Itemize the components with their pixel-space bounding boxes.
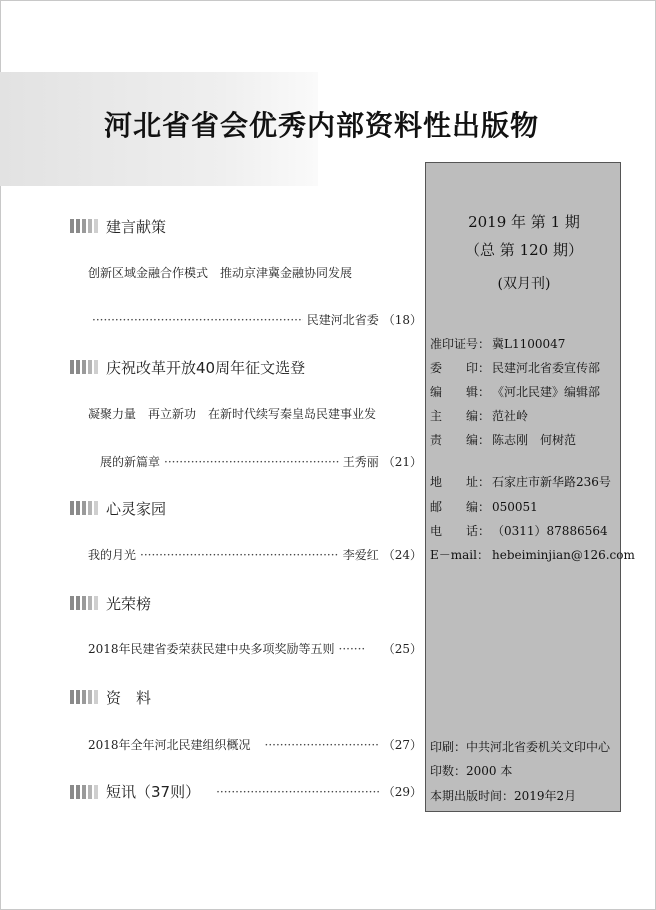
info-row-chief-editor: 主 编： 范社岭 bbox=[430, 409, 529, 423]
dot-leader bbox=[140, 546, 339, 564]
publish-date: 本期出版时间：2019年2月 bbox=[430, 789, 577, 803]
info-row-email[interactable]: E－mail： hebeiminjian@126.com bbox=[430, 548, 635, 562]
frequency: (双月刊) bbox=[497, 276, 551, 292]
toc-entry-page: （24） bbox=[382, 548, 422, 562]
toc-entry-title[interactable]: 凝聚力量 再立新功 在新时代续写秦皇岛民建事业发 bbox=[88, 407, 377, 421]
toc-entry-leader[interactable] bbox=[88, 640, 422, 658]
toc-section-2 bbox=[70, 356, 305, 378]
toc-entry-leader[interactable] bbox=[88, 736, 422, 754]
section-title: 资 料 bbox=[106, 688, 152, 707]
toc-entry-leader[interactable] bbox=[88, 311, 422, 329]
toc-entry-page: （18） bbox=[382, 313, 422, 327]
info-row-editor-dept: 编 辑： 《河北民建》编辑部 bbox=[430, 385, 601, 399]
publication-title: 河北省省会优秀内部资料性出版物 bbox=[104, 109, 540, 142]
section-marker-icon bbox=[70, 360, 100, 374]
dot-leader bbox=[216, 783, 379, 801]
toc-entry-leader[interactable] bbox=[100, 453, 422, 471]
toc-entry-page: （21） bbox=[382, 455, 422, 469]
section-marker-icon bbox=[70, 219, 100, 233]
dot-leader bbox=[164, 453, 339, 471]
printing-company: 印刷：中共河北省委机关文印中心 bbox=[430, 740, 611, 754]
toc-entry-title: 2018年全年河北民建组织概况 bbox=[88, 738, 251, 752]
toc-entry-page: （27） bbox=[382, 738, 422, 752]
toc-section-1 bbox=[70, 215, 166, 237]
print-run: 印数：2000 本 bbox=[430, 764, 513, 778]
toc-entry-leader[interactable] bbox=[88, 546, 422, 564]
toc-entry-author: 李爱红 bbox=[342, 548, 379, 562]
dot-leader bbox=[339, 640, 365, 658]
info-row-responsible-editor: 责 编： 陈志刚 何树范 bbox=[430, 433, 577, 447]
issue-number: 2019 年 第 1 期 bbox=[468, 213, 580, 231]
section-title: 心灵家园 bbox=[106, 499, 167, 518]
info-row-phone: 电 话： （0311）87886564 bbox=[430, 524, 608, 538]
section-title: 短讯（37则） bbox=[106, 783, 201, 801]
info-row-printer-org: 委 印： 民建河北省委宣传部 bbox=[430, 361, 601, 375]
toc-entry-title-cont: 展的新篇章 bbox=[100, 455, 161, 469]
toc-entry-page: （29） bbox=[382, 785, 422, 799]
section-title: 建言献策 bbox=[106, 217, 167, 236]
toc-entry-title: 2018年民建省委荣获民建中央多项奖励等五则 bbox=[88, 642, 335, 656]
toc-section-5 bbox=[70, 686, 151, 708]
info-row-address: 地 址： 石家庄市新华路236号 bbox=[430, 475, 611, 489]
dot-leader bbox=[92, 311, 303, 329]
section-marker-icon bbox=[70, 596, 100, 610]
info-row-postcode: 邮 编： 050051 bbox=[430, 500, 538, 514]
section-title: 光荣榜 bbox=[106, 594, 152, 613]
section-marker-icon bbox=[70, 785, 100, 799]
toc-entry-author: 王秀丽 bbox=[342, 455, 379, 469]
toc-entry-title[interactable]: 创新区域金融合作模式 推动京津冀金融协同发展 bbox=[88, 266, 353, 280]
toc-section-6[interactable] bbox=[70, 783, 422, 801]
section-marker-icon bbox=[70, 501, 100, 515]
toc-entry-author: 民建河北省委 bbox=[306, 313, 379, 327]
info-row-permit: 准印证号： 冀L1100047 bbox=[430, 337, 566, 351]
toc-entry-page: （25） bbox=[382, 642, 422, 656]
dot-leader bbox=[265, 736, 379, 754]
toc-section-3 bbox=[70, 497, 166, 519]
toc-entry-title: 我的月光 bbox=[88, 548, 137, 562]
publication-info-box bbox=[425, 162, 635, 812]
section-title: 庆祝改革开放40周年征文选登 bbox=[106, 358, 306, 377]
total-issue-number: （总 第 120 期） bbox=[465, 241, 583, 259]
toc-section-4 bbox=[70, 592, 151, 614]
section-marker-icon bbox=[70, 690, 100, 704]
